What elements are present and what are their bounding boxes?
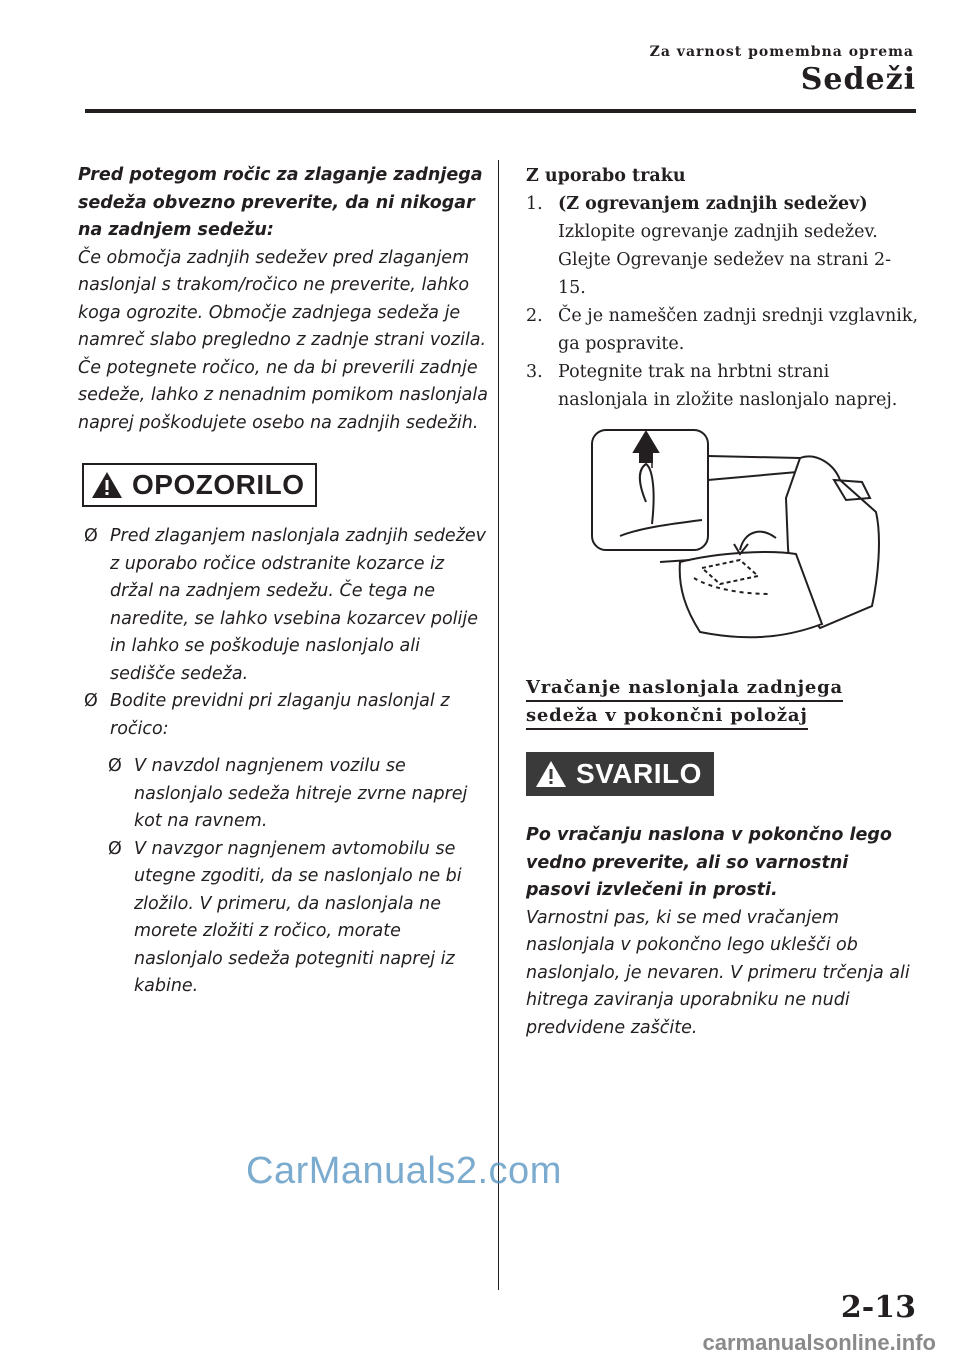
seat-illustration — [590, 428, 890, 640]
section-title: Z uporabo traku — [526, 166, 686, 186]
page-title: Sedeži — [800, 62, 916, 97]
caution-bold: Po vračanju naslona v pokončno lego vedno preverite, ali so varnostni pasovi izvlečeni in prosti. — [526, 825, 892, 900]
arrow-icon: Ø — [84, 691, 98, 711]
caution-text: Varnostni pas, ki se med vračanjem naslonjala v pokončno lego uklešči ob naslonjalo, je nevaren. V primeru trčenja ali hitrega zaviranja uporabniku ne nudi predvidene zaščite. — [526, 907, 910, 1038]
caution-badge — [526, 752, 714, 796]
warning-triangle-icon — [90, 470, 124, 500]
column-divider — [498, 160, 499, 1290]
page-number: 2-13 — [840, 1290, 916, 1325]
warning-sub-bullets — [108, 753, 488, 1001]
list-item: Ø V navzdol nagnjenem vozilu se naslonjalo sedeža hitreje zvrne naprej kot na ravnem. — [108, 753, 488, 836]
arrow-icon: Ø — [84, 526, 98, 546]
step-3: 3. Potegnite trak na hrbtni strani naslonjala in zložite naslonjalo naprej. — [526, 362, 898, 410]
warning-bullets — [84, 523, 488, 743]
intro-text: Če območja zadnjih sedežev pred zlaganjem naslonjal s trakom/ročico ne preverite, lahko koga ogrozite. Območje zadnjega sedeža je namreč slabo pregledno z zadnje strani vozila. Če potegnete ročico, ne da bi preverili zadnje sedeže, lahko z nenadnim pomikom naslonjala naprej poškodujete osebo na zadnjih sedežih. — [78, 247, 488, 433]
caution-label: SVARILO — [576, 758, 702, 789]
watermark-corner: carmanualsonline.info — [702, 1330, 936, 1355]
right-column — [526, 162, 918, 1042]
warning-label: OPOZORILO — [132, 469, 305, 500]
subheading: Vračanje naslonjala zadnjega sedeža v pokončni položaj — [526, 674, 918, 730]
step-2: 2. Če je nameščen zadnji srednji vzglavnik, ga pospravite. — [526, 306, 919, 354]
left-column — [78, 162, 488, 1001]
header-rule — [85, 109, 916, 113]
chapter-subtitle: Za varnost pomembna oprema — [649, 44, 914, 60]
step-1: 1. (Z ogrevanjem zadnjih sedežev) Izklopite ogrevanje zadnjih sedežev. Glejte Ogrevanje sedežev na strani 2-15. — [526, 194, 891, 298]
list-item: Ø Pred zlaganjem naslonjala zadnjih sedežev z uporabo ročice odstranite kozarce iz držal na zadnjem sedežu. Če tega ne naredite, se lahko vsebina kozarcev polije in lahko se poškoduje naslonjalo ali sedišče sedeža. — [84, 523, 488, 688]
intro-bold: Pred potegom ročic za zlaganje zadnjega sedeža obvezno preverite, da ni nikogar na zadnjem sedežu: — [78, 165, 483, 240]
warning-triangle-icon — [534, 759, 568, 789]
watermark-main: CarManuals2.com — [246, 1150, 562, 1192]
arrow-icon: Ø — [108, 838, 122, 859]
list-item: Ø Bodite previdni pri zlaganju naslonjal z ročico: — [84, 688, 488, 743]
list-item: Ø V navzgor nagnjenem avtomobilu se utegne zgoditi, da se naslonjalo ne bi zložilo. V primeru, da naslonjala ne morete zložiti z ročico, morate naslonjalo sedeža potegniti naprej iz kabine. — [108, 836, 488, 1001]
warning-badge — [82, 463, 317, 507]
arrow-icon: Ø — [108, 756, 122, 776]
